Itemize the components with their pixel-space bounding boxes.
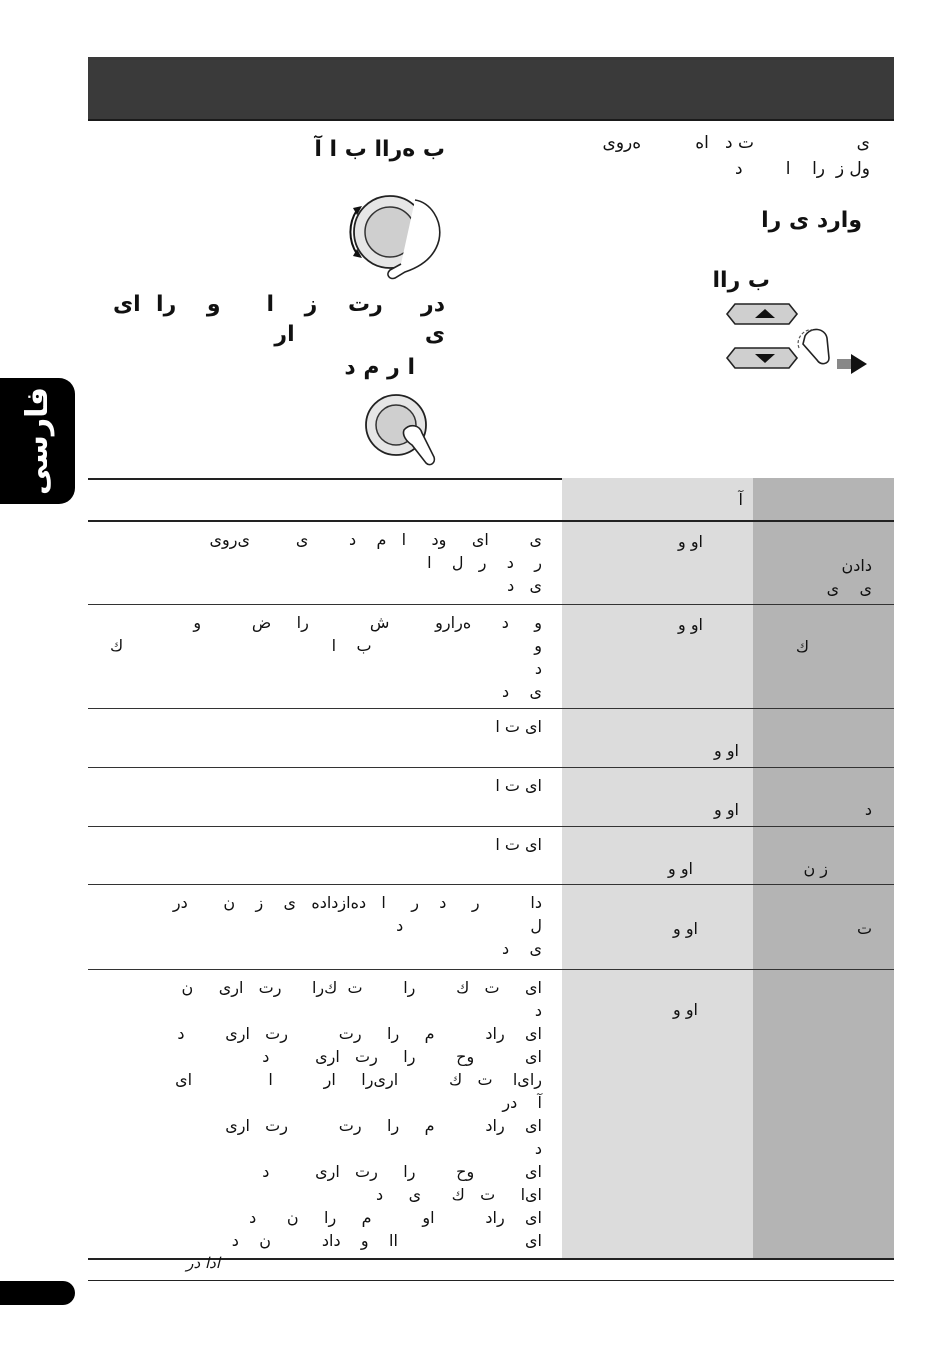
step-4-text: ا ر م د <box>344 355 415 380</box>
row-1-options: او و <box>678 532 703 551</box>
row-2-item: ك <box>795 637 809 656</box>
row-item <box>753 885 894 969</box>
rotary-knob-turn-icon <box>335 190 455 285</box>
row-options <box>562 768 753 826</box>
row-1-desc-line-2: ر د ر ل ا <box>427 553 542 572</box>
row-7-desc-line-6: آ در <box>502 1093 542 1112</box>
row-description <box>88 522 562 604</box>
table-row <box>88 768 894 827</box>
row-options <box>562 522 753 604</box>
row-2-desc-line-4: ی د <box>502 682 542 701</box>
step-1-text: وارد ی را <box>761 208 862 233</box>
row-options <box>562 970 753 1258</box>
language-tab-label: فارسی <box>20 386 55 496</box>
row-description <box>88 827 562 884</box>
row-3-options: او و <box>714 741 739 760</box>
row-options <box>562 605 753 708</box>
row-2-desc-line-1: و د ه‌رارو ش را ض و <box>193 613 542 632</box>
step-2-text: ب راا <box>712 268 770 293</box>
row-6-desc-line-2: ل د <box>396 916 542 935</box>
row-7-desc-line-5: رای‌ا ت ك اری‌را ار ا ای <box>175 1070 542 1089</box>
rotary-knob-press-icon <box>360 385 450 470</box>
row-options <box>562 885 753 969</box>
row-6-item: ت <box>856 919 872 938</box>
row-7-desc-line-2: د <box>534 1001 542 1020</box>
page-number-tab <box>0 1281 75 1305</box>
intro-right-text <box>603 130 870 182</box>
intro-left-text: ب ه‌راا ب ا آ <box>314 137 445 162</box>
header-cell-options <box>562 478 753 520</box>
row-2-desc-line-2: و ب ا ك <box>109 636 542 655</box>
table-row <box>88 970 894 1260</box>
intro-right-line-1: ی ت د اه ه‌روی <box>602 133 870 153</box>
table-row <box>88 885 894 970</box>
row-2-options: او و <box>678 615 703 634</box>
row-5-options: او و <box>668 859 693 878</box>
step-3-line-1: در رت ز ا و را ای <box>113 292 445 317</box>
row-6-desc-line-3: ی د <box>502 939 542 958</box>
row-description <box>88 605 562 708</box>
step-3-line-2: ی ار <box>274 322 445 347</box>
table-row <box>88 827 894 885</box>
table-header-row <box>88 478 894 522</box>
row-7-desc-line-11: ای راد او م را ن د <box>249 1208 542 1227</box>
row-1-item-line-1: دادن <box>841 556 872 575</box>
table-row <box>88 522 894 605</box>
row-4-item: د <box>864 800 872 819</box>
table-row <box>88 709 894 768</box>
page-title: ت <box>822 8 855 48</box>
row-7-desc-line-4: ای وح را رت اری د <box>262 1047 542 1066</box>
intro-right-line-2: ول ز را ا د <box>734 159 870 179</box>
row-4-desc: ای ت ا <box>495 776 542 795</box>
bottom-rule <box>88 1280 894 1281</box>
row-7-desc-line-12: ای ا‌ا و دا‌د ن د <box>231 1231 542 1250</box>
row-1-desc-line-1: ی ای ود ا م د ی ی‌روی <box>209 530 542 549</box>
settings-table <box>88 478 894 1260</box>
row-item <box>753 970 894 1258</box>
row-description <box>88 885 562 969</box>
row-options <box>562 709 753 767</box>
page-header-band <box>88 57 894 121</box>
row-description <box>88 768 562 826</box>
row-description <box>88 970 562 1258</box>
row-item <box>753 522 894 604</box>
row-1-desc-line-3: ی د <box>507 576 542 595</box>
row-7-desc-line-3: ای راد م را رت رت اری د <box>177 1024 542 1043</box>
row-description <box>88 709 562 767</box>
up-down-buttons-icon <box>725 298 875 378</box>
row-item <box>753 605 894 708</box>
row-2-desc-line-3: د <box>534 659 542 678</box>
table-row <box>88 605 894 709</box>
row-6-desc-line-1: دا ر د ر ا ده‌ازداده ی ز ن در <box>172 893 542 912</box>
row-5-desc: ای ت ا <box>495 835 542 854</box>
row-7-desc-line-1: ای ت ك را ت ك‌را رت اری ن <box>181 978 542 997</box>
row-item <box>753 709 894 767</box>
step-3-text <box>113 290 445 350</box>
row-1-item-line-2: ی ی <box>826 579 872 598</box>
row-5-item: ز ن <box>803 859 828 878</box>
header-cell-item <box>753 478 894 520</box>
header-cell-description <box>88 478 562 520</box>
row-7-desc-line-10: ای‌ا ت ك ی د <box>376 1185 542 1204</box>
header-options-label: آ <box>738 490 743 509</box>
row-7-options: او و <box>673 1000 698 1019</box>
row-6-options: او و <box>673 919 698 938</box>
row-7-desc-line-9: ای وح را رت اری د <box>262 1162 542 1181</box>
row-item <box>753 768 894 826</box>
row-7-desc-line-8: د <box>534 1139 542 1158</box>
row-7-desc-line-7: ای راد م را رت رت اری <box>225 1116 542 1135</box>
footnote: ادا در <box>186 1254 220 1272</box>
row-3-desc: ای ت ا <box>495 717 542 736</box>
row-4-options: او و <box>714 800 739 819</box>
row-options <box>562 827 753 884</box>
row-item <box>753 827 894 884</box>
